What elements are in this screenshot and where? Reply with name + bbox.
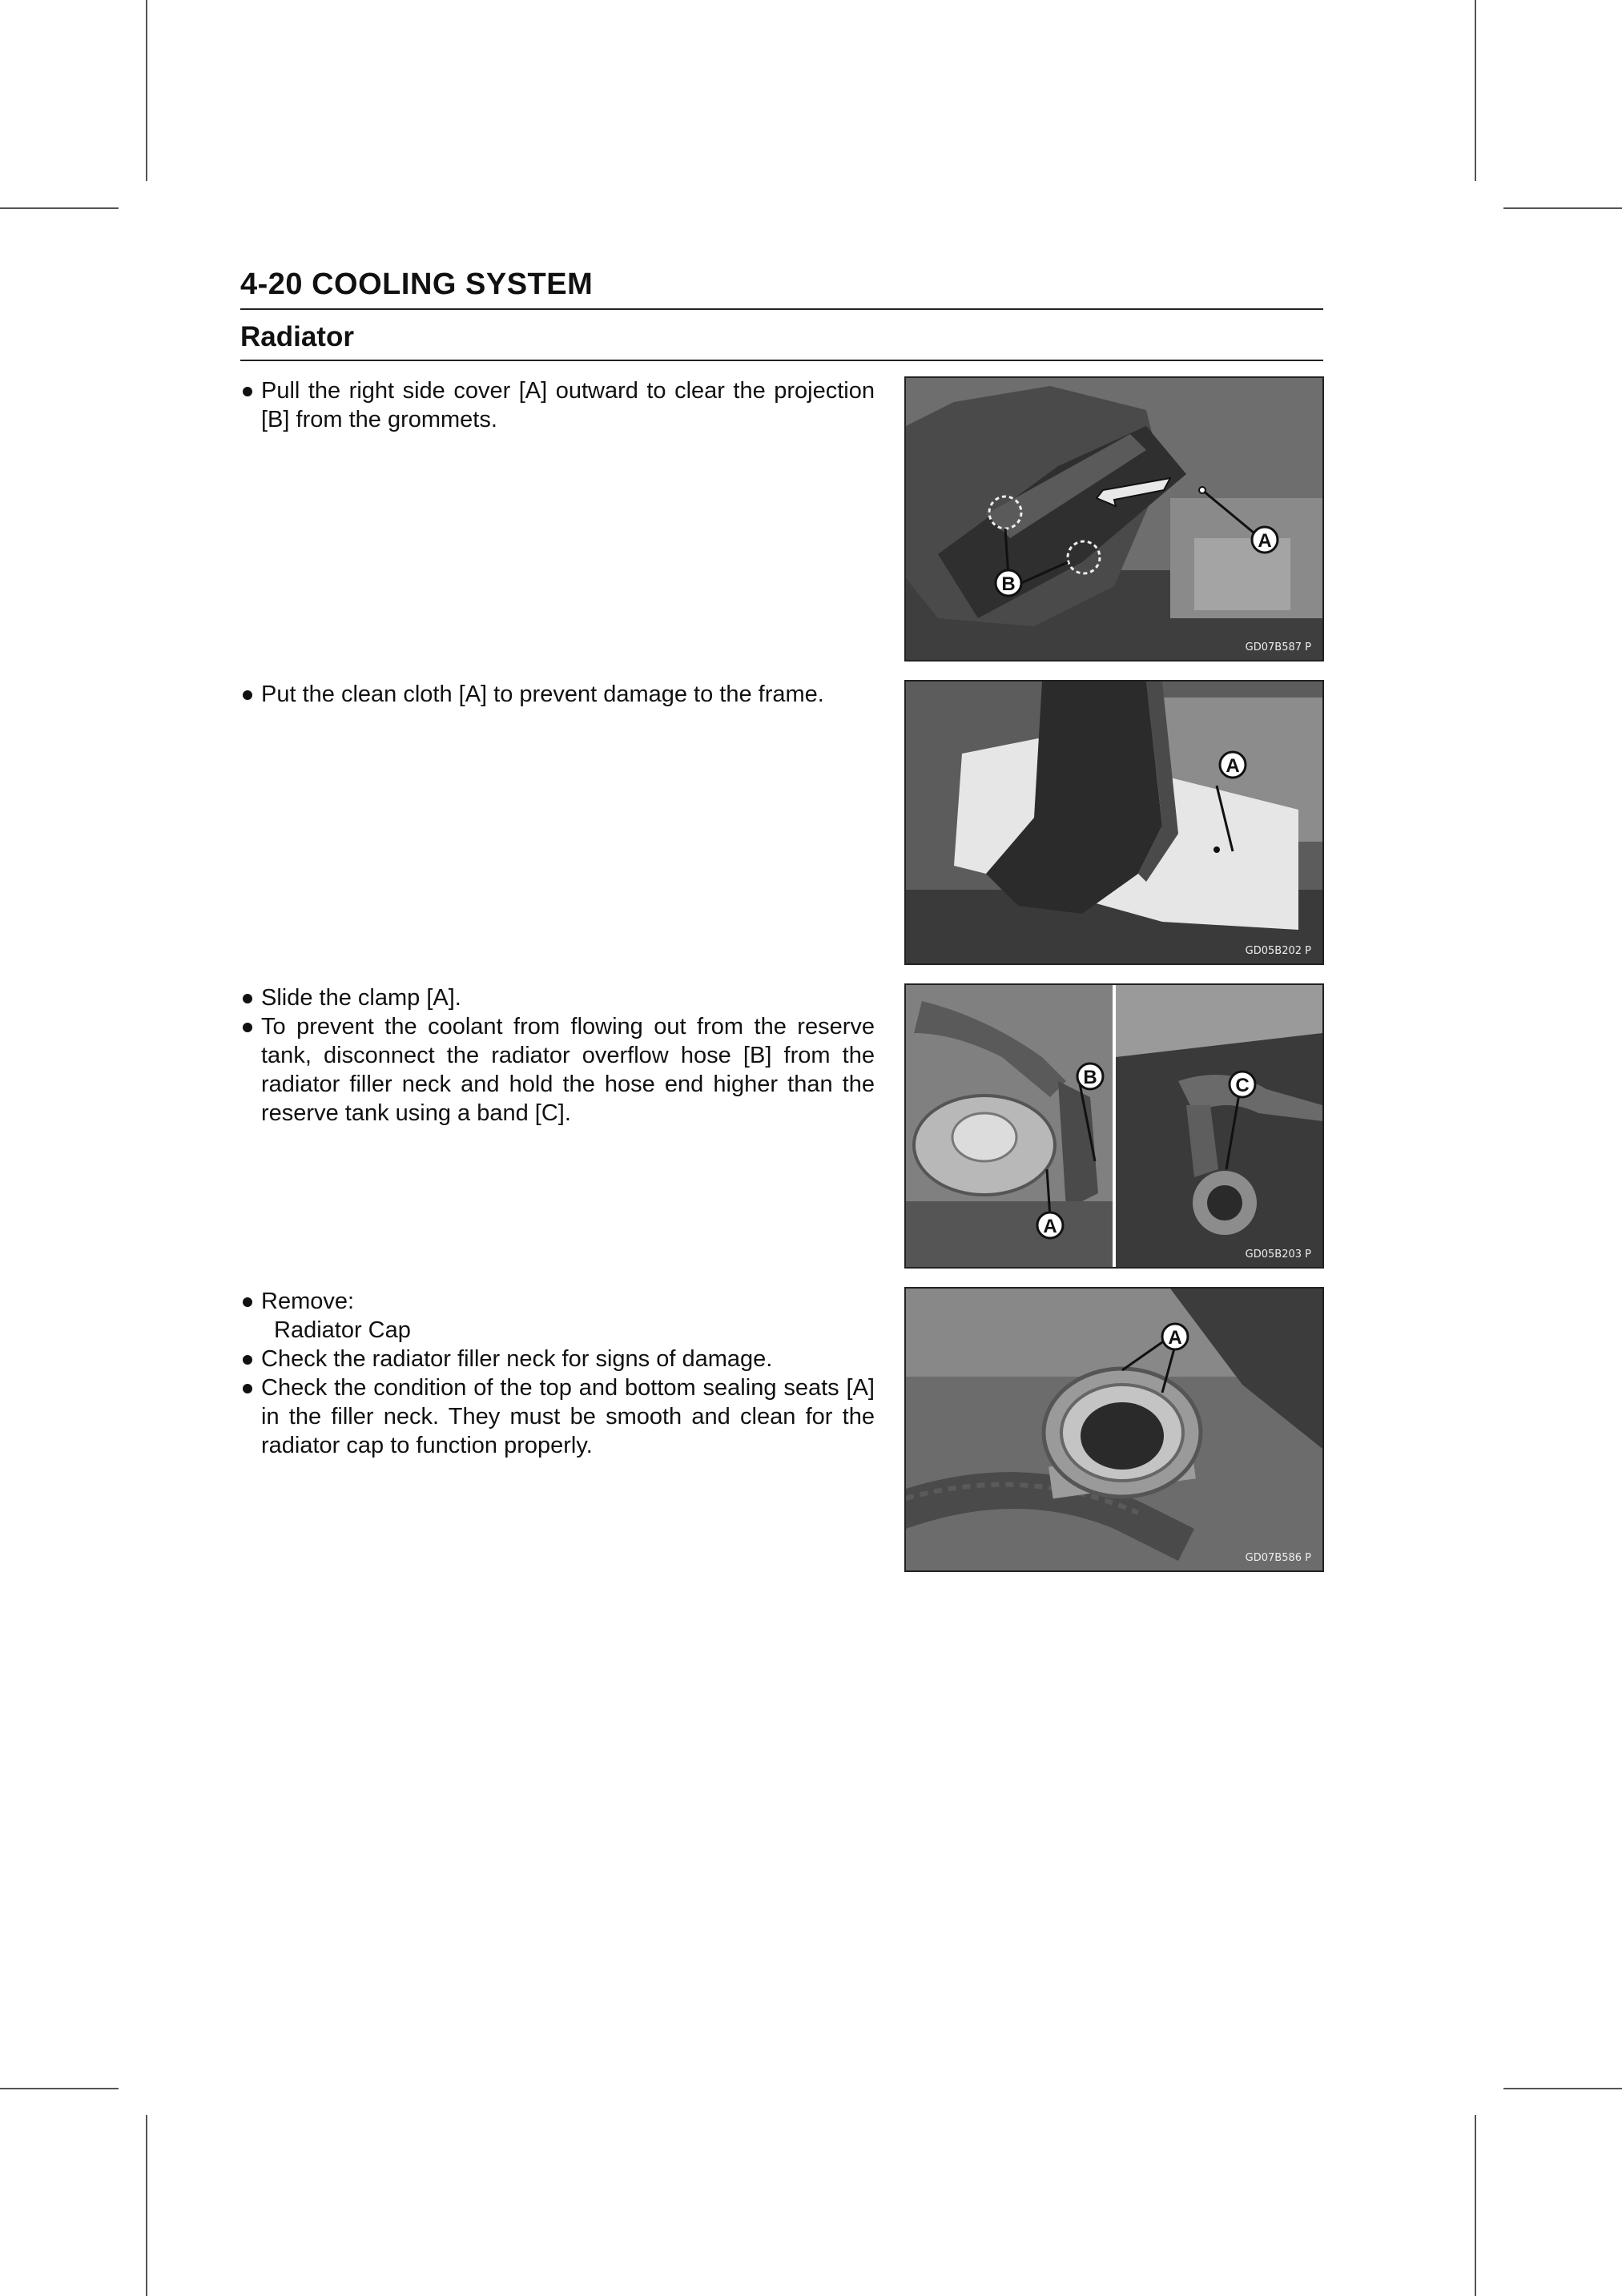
- crop-mark-top-right-vertical: [1475, 0, 1476, 181]
- step-1-bullet-1: Pull the right side cover [A] outward to clear the projection [B] from the grommets.: [240, 376, 875, 434]
- figure-code: GD07B587 P: [1245, 641, 1311, 653]
- callout-B: [996, 570, 1021, 596]
- step-1-text: [240, 376, 875, 434]
- figure-code: GD07B586 P: [1245, 1552, 1311, 1564]
- crop-mark-bottom-right-vertical: [1475, 2115, 1476, 2296]
- step-3-bullet-2: To prevent the coolant from flowing out from the reserve tank, disconnect the radiator overflow hose [B] from the radiator filler neck and hold the hose end higher than the reserve tank using a band [C].: [240, 1012, 875, 1128]
- svg-text:A: A: [1258, 530, 1272, 552]
- step-2-text: [240, 680, 875, 709]
- figure-code: GD05B202 P: [1245, 945, 1311, 957]
- overflow-hose-photo: [906, 985, 1322, 1267]
- side-cover-photo: [906, 378, 1322, 660]
- crop-mark-top-left-vertical: [146, 0, 147, 181]
- step-4-text: [240, 1287, 875, 1460]
- step-4-bullet-1: Remove:: [240, 1287, 875, 1316]
- chapter-title: 4-20 COOLING SYSTEM: [240, 267, 1323, 310]
- step-4: [240, 1287, 1323, 1572]
- step-2-figure: [904, 680, 1324, 965]
- step-1-figure: [904, 376, 1324, 661]
- crop-mark-top-right-horizontal: [1503, 207, 1622, 209]
- callout-A: [1162, 1324, 1188, 1349]
- step-4-bullet-3: Check the condition of the top and bottom sealing seats [A] in the filler neck. They must be smooth and clean for the radiator cap to function properly.: [240, 1373, 875, 1460]
- svg-text:C: C: [1235, 1075, 1250, 1096]
- step-4-bullet-2: Check the radiator filler neck for signs of damage.: [240, 1345, 875, 1373]
- crop-mark-bottom-left-horizontal: [0, 2088, 119, 2089]
- callout-A: [1252, 527, 1278, 553]
- callout-A: [1037, 1212, 1063, 1238]
- step-3: [240, 983, 1323, 1269]
- step-2: [240, 680, 1323, 965]
- step-2-bullet-1: Put the clean cloth [A] to prevent damage to the frame.: [240, 680, 875, 709]
- crop-mark-top-left-horizontal: [0, 207, 119, 209]
- filler-neck-photo: [906, 1289, 1322, 1570]
- clean-cloth-photo: [906, 682, 1322, 963]
- section-title: Radiator: [240, 310, 1323, 361]
- callout-A: [1220, 752, 1246, 778]
- page-header: [240, 267, 1323, 361]
- svg-text:B: B: [1001, 573, 1016, 595]
- step-4-figure: [904, 1287, 1324, 1572]
- crop-mark-bottom-right-horizontal: [1503, 2088, 1622, 2089]
- callout-B: [1077, 1064, 1103, 1089]
- figure-code: GD05B203 P: [1245, 1249, 1311, 1261]
- step-3-text: [240, 983, 875, 1128]
- svg-text:A: A: [1168, 1327, 1182, 1349]
- step-3-bullet-1: Slide the clamp [A].: [240, 983, 875, 1012]
- svg-text:A: A: [1226, 755, 1240, 777]
- step-1: [240, 376, 1323, 661]
- crop-mark-bottom-left-vertical: [146, 2115, 147, 2296]
- callout-C: [1230, 1072, 1255, 1097]
- step-4-sub-item: Radiator Cap: [274, 1317, 411, 1343]
- svg-text:A: A: [1043, 1216, 1057, 1237]
- step-3-figure: [904, 983, 1324, 1269]
- svg-text:B: B: [1083, 1067, 1097, 1088]
